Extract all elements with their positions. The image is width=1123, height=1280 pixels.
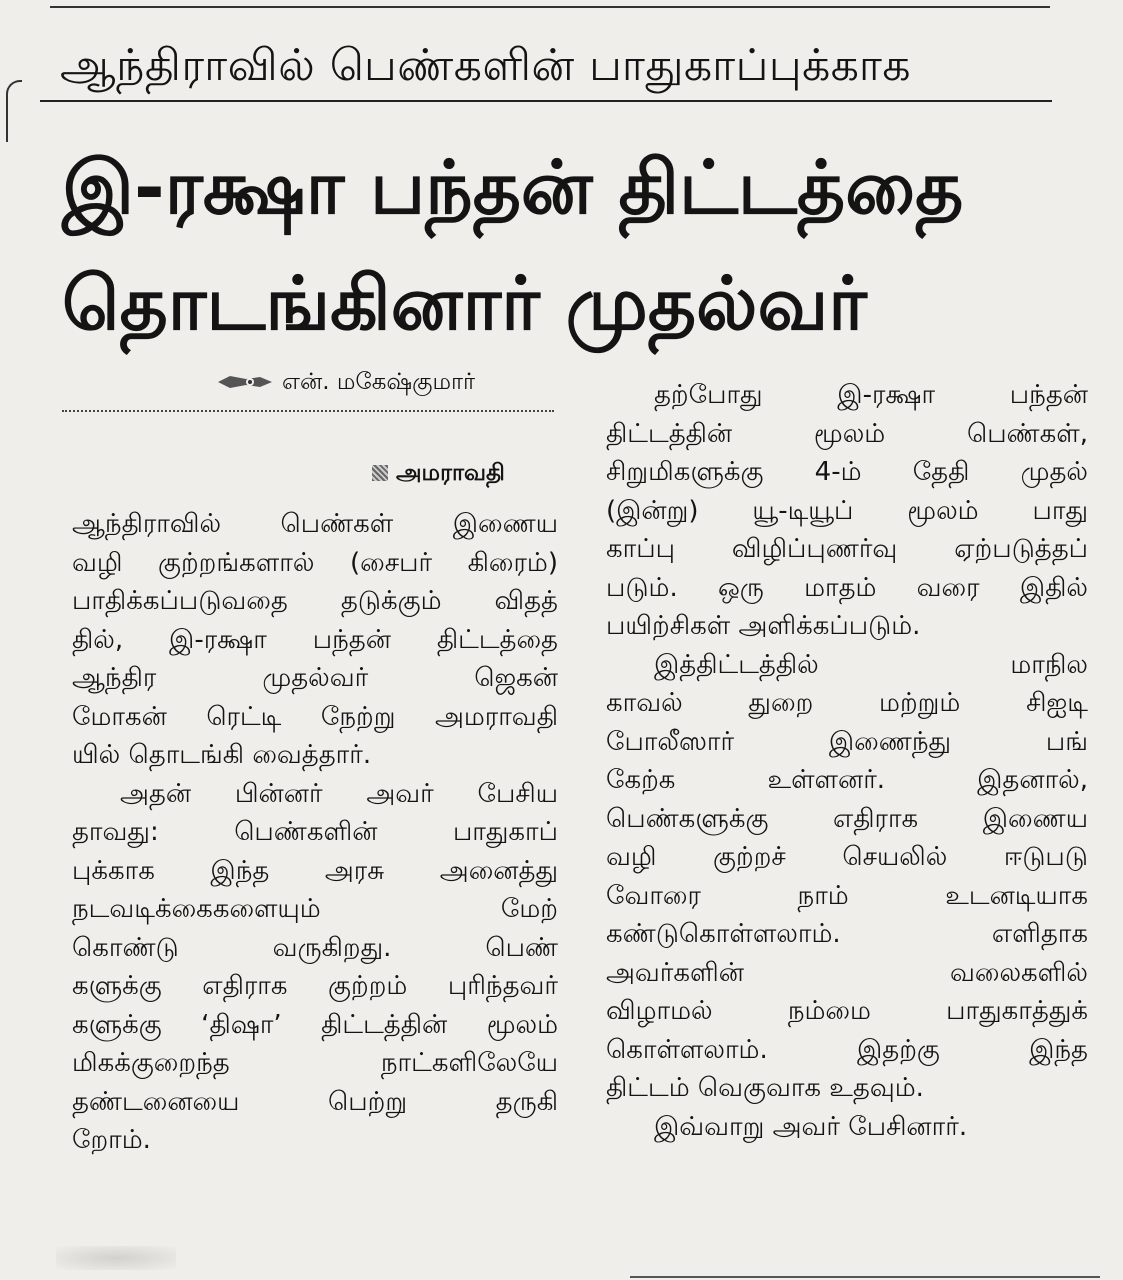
- kicker-rule: [40, 100, 1052, 102]
- body-line: யில் தொடங்கி வைத்தார்.: [72, 740, 372, 770]
- body-line: ஆந்திராவில் பெண்கள் இணைய: [72, 509, 558, 539]
- body-line: தற்போது இ-ரக்ஷா பந்தன்: [654, 380, 1088, 410]
- body-line: மோகன் ரெட்டி நேற்று அமராவதி: [72, 701, 558, 732]
- headline-line-2: தொடங்கினார் முதல்வர்: [62, 261, 867, 347]
- body-line: கொண்டு வருகிறது. பெண்: [72, 932, 558, 963]
- bottom-rule: [630, 1276, 1100, 1278]
- body-line: காவல் துறை மற்றும் சிஐடி: [606, 688, 1088, 718]
- body-line: கொள்ளலாம். இதற்கு இந்த: [606, 1034, 1088, 1065]
- body-line: இவ்வாறு அவர் பேசினார்.: [654, 1111, 968, 1142]
- byline-divider: [62, 410, 554, 412]
- edge-mark: [6, 80, 22, 142]
- print-smudge: [56, 1246, 176, 1270]
- kicker-heading: ஆந்திராவில் பெண்களின் பாதுகாப்புக்காக: [60, 40, 912, 91]
- body-line: கேற்க உள்ளனர். இதனால்,: [606, 765, 1088, 795]
- headline-line-1: இ-ரக்ஷா பந்தன் திட்டத்தை: [62, 145, 964, 231]
- body-line: றோம்.: [72, 1125, 151, 1155]
- body-line: பெண்களுக்கு எதிராக இணைய: [606, 803, 1088, 834]
- body-line: வழி குற்றச் செயலில் ஈடுபடு: [606, 842, 1088, 872]
- body-line: காப்பு விழிப்புணர்வு ஏற்படுத்தப்: [606, 534, 1088, 564]
- body-line: அதன் பின்னர் அவர் பேசிய: [120, 778, 558, 809]
- body-line: (இன்று) யூ-டியூப் மூலம் பாது: [606, 495, 1088, 526]
- dateline: [372, 458, 505, 488]
- body-line: நடவடிக்கைகளையும் மேற்: [72, 894, 558, 924]
- right-column: [606, 376, 1088, 1146]
- body-line: புக்காக இந்த அரசு அனைத்து: [72, 855, 558, 886]
- top-rule: [50, 6, 1050, 8]
- left-column: [72, 505, 558, 1160]
- body-line: தாவது: பெண்களின் பாதுகாப்: [72, 817, 558, 847]
- headline: [62, 130, 1062, 362]
- body-line: பயிற்சிகள் அளிக்கப்படும்.: [606, 611, 921, 641]
- body-line: களுக்கு ‘திஷா’ திட்டத்தின் மூலம்: [72, 1009, 558, 1040]
- byline-author: என். மகேஷ்குமார்: [282, 369, 476, 395]
- body-line: அவர்களின் வலைகளில்: [606, 957, 1088, 988]
- body-line: திட்டம் வெகுவாக உதவும்.: [606, 1073, 924, 1103]
- body-line: வழி குற்றங்களால் (சைபர் கிரைம்): [72, 547, 558, 578]
- pen-icon: [216, 371, 274, 393]
- body-line: பாதிக்கப்படுவதை தடுக்கும் விதத்: [72, 586, 558, 616]
- body-line: மிகக்குறைந்த நாட்களிலேயே: [72, 1048, 558, 1078]
- body-line: இத்திட்டத்தில் மாநில: [654, 649, 1088, 680]
- body-line: கண்டுகொள்ளலாம். எளிதாக: [606, 919, 1088, 949]
- body-line: படும். ஒரு மாதம் வரை இதில்: [606, 572, 1088, 603]
- body-line: தில், இ-ரக்ஷா பந்தன் திட்டத்தை: [72, 624, 558, 655]
- byline: [216, 366, 556, 398]
- body-line: விழாமல் நம்மை பாதுகாத்துக்: [606, 996, 1088, 1026]
- body-line: ஆந்திர முதல்வர் ஜெகன்: [72, 663, 558, 693]
- body-line: தண்டனையை பெற்று தருகி: [72, 1086, 558, 1117]
- body-line: போலீஸார் இணைந்து பங்: [606, 726, 1088, 757]
- square-icon: [372, 465, 388, 481]
- body-line: திட்டத்தின் மூலம் பெண்கள்,: [606, 418, 1088, 449]
- dateline-place: அமராவதி: [396, 460, 505, 486]
- body-line: களுக்கு எதிராக குற்றம் புரிந்தவர்: [72, 971, 558, 1001]
- body-line: சிறுமிகளுக்கு 4-ம் தேதி முதல்: [606, 457, 1088, 487]
- body-line: வோரை நாம் உடனடியாக: [606, 880, 1088, 911]
